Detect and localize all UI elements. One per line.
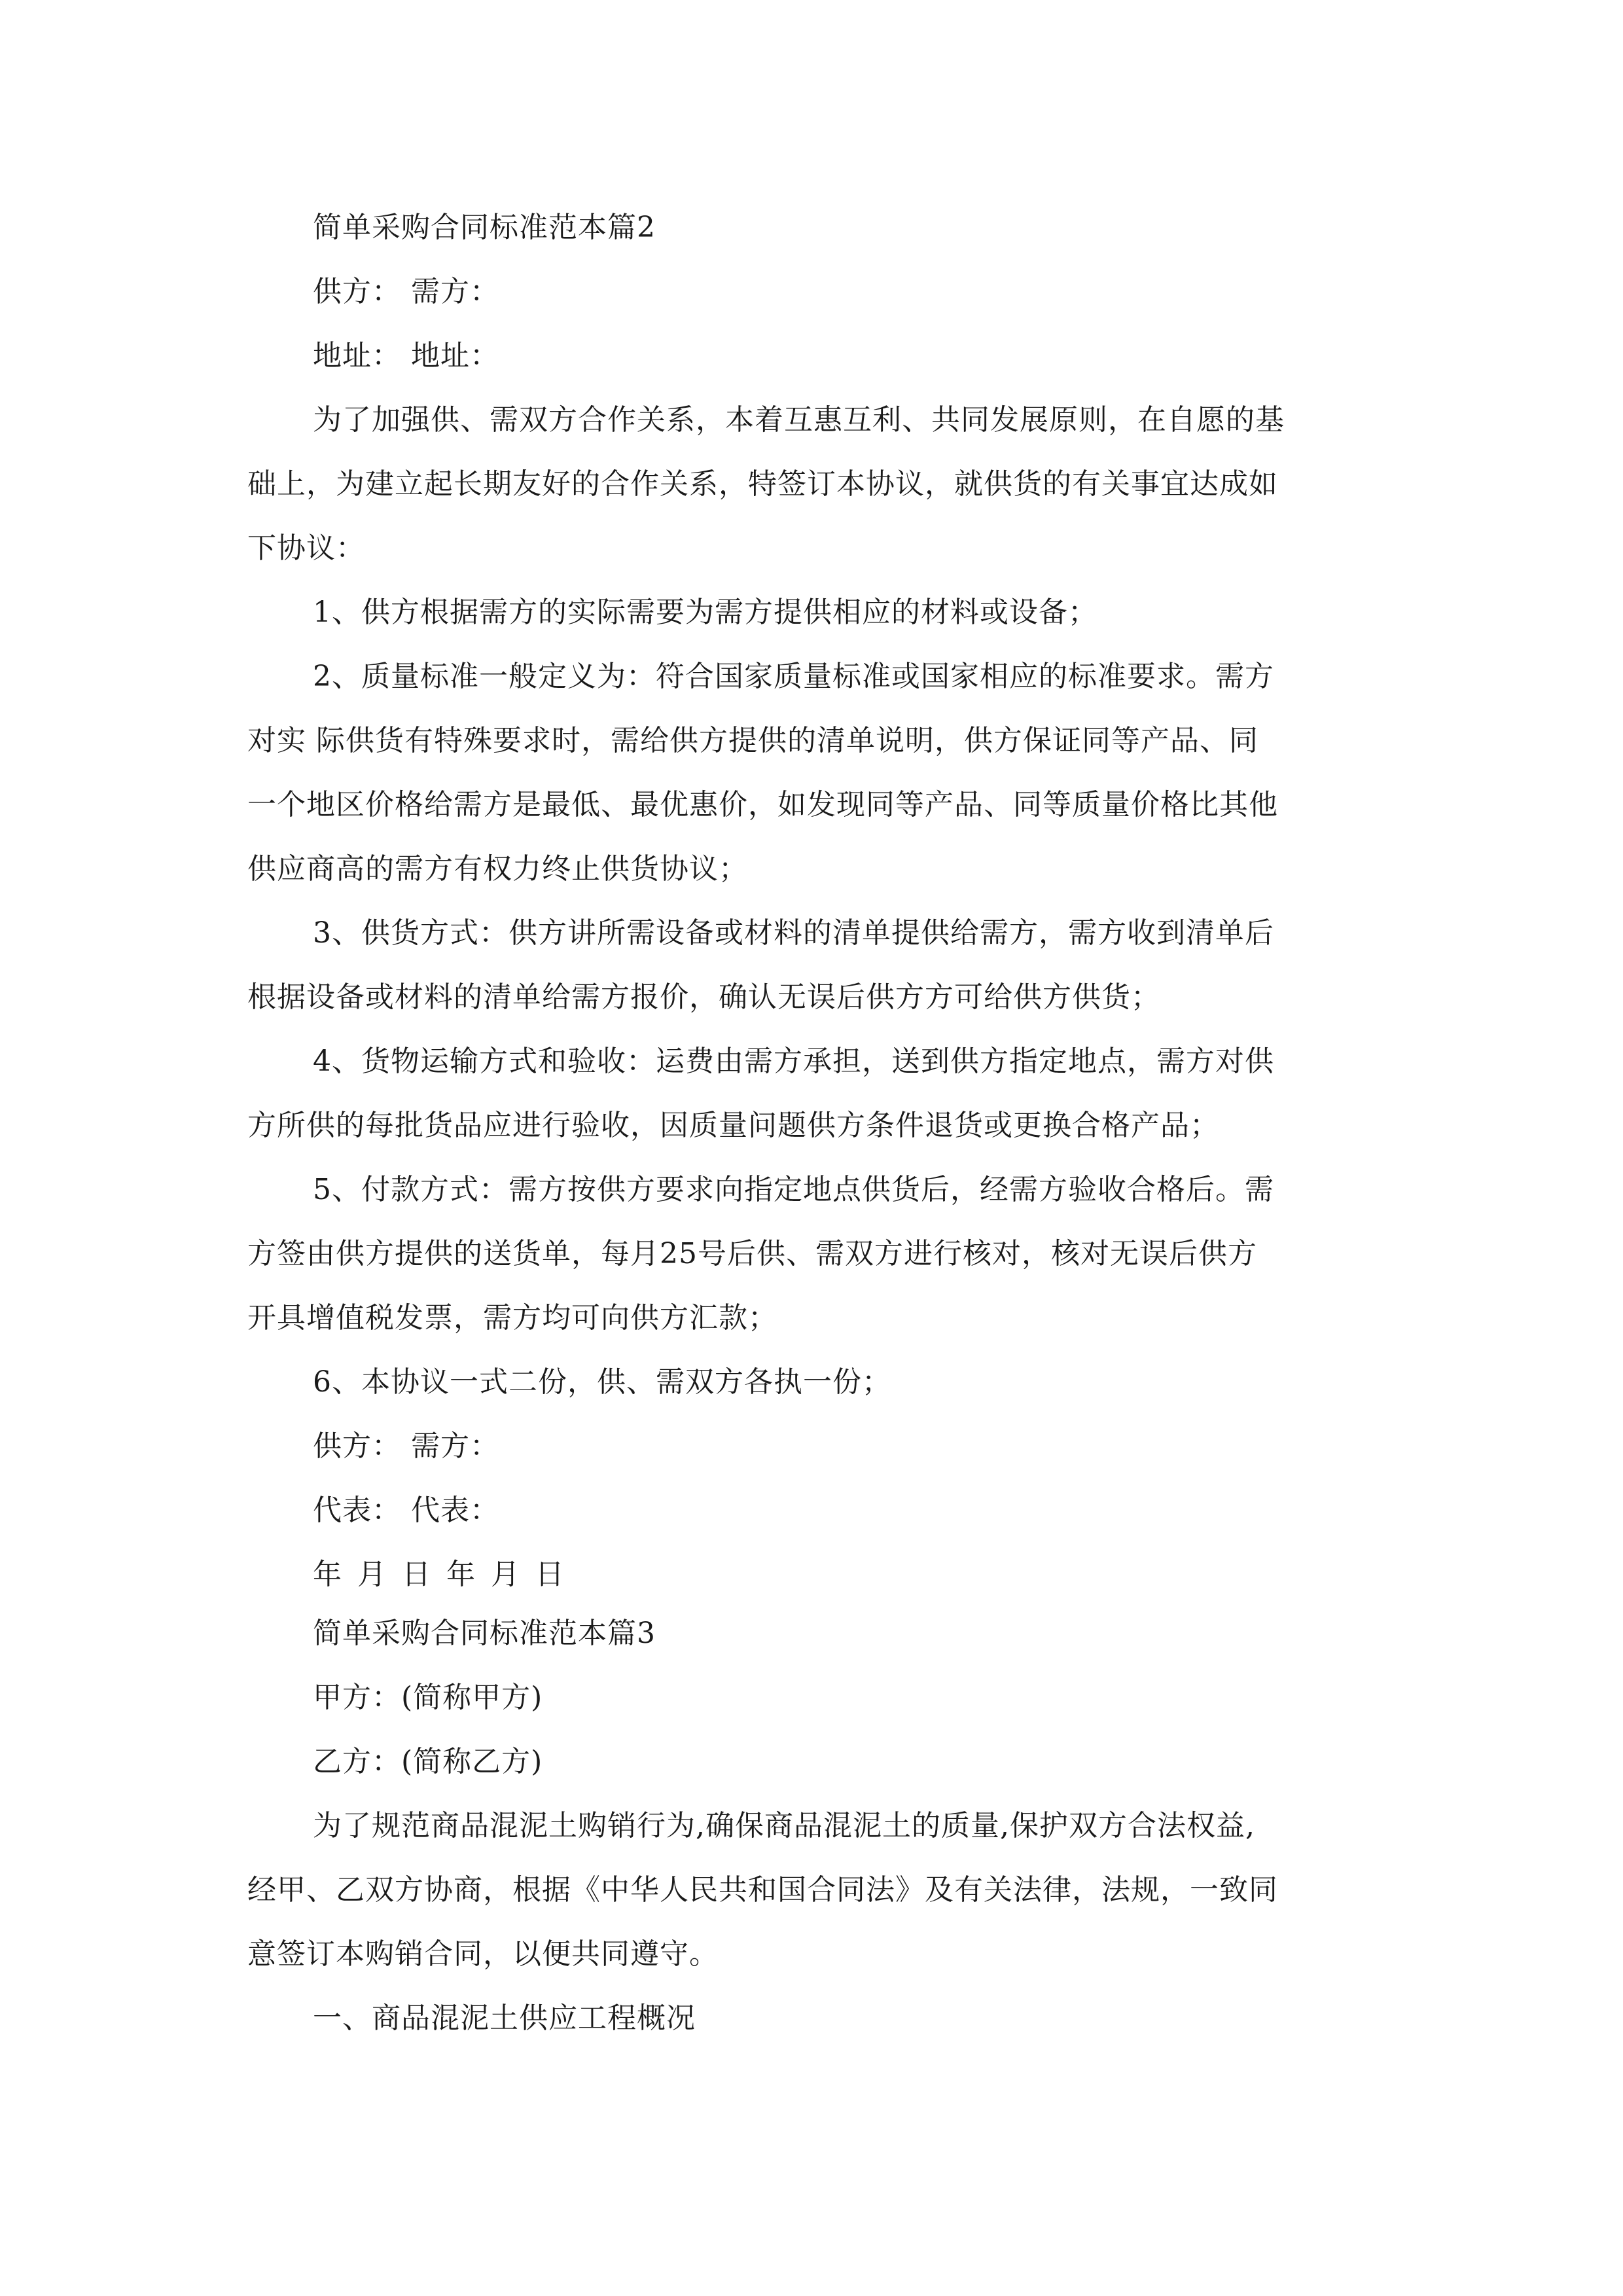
clause-3-line-1: 3、供货方式：供方讲所需设备或材料的清单提供给需方，需方收到清单后 bbox=[313, 916, 1274, 950]
section3-title: 简单采购合同标准范本篇3 bbox=[313, 1617, 656, 1650]
representatives-line: 代表： 代表： bbox=[313, 1494, 499, 1527]
address-line: 地址： 地址： bbox=[313, 339, 499, 372]
section3-intro-line-1: 为了规范商品混泥土购销行为,确保商品混泥土的质量,保护双方合法权益, bbox=[313, 1809, 1255, 1842]
intro-line-2: 础上，为建立起长期友好的合作关系，特签订本协议，就供货的有关事宜达成如 bbox=[247, 467, 1278, 501]
section3-intro-line-2: 经甲、乙双方协商，根据《中华人民共和国合同法》及有关法律，法规，一致同 bbox=[247, 1873, 1278, 1907]
clause-2-line-1: 2、质量标准一般定义为：符合国家质量标准或国家相应的标准要求。需方 bbox=[313, 660, 1274, 693]
clause-2-line-4: 供应商高的需方有权力终止供货协议； bbox=[247, 852, 748, 886]
clause-6-line-1: 6、本协议一式二份，供、需双方各执一份； bbox=[313, 1365, 891, 1399]
clause-1-line-1: 1、供方根据需方的实际需要为需方提供相应的材料或设备； bbox=[313, 596, 1097, 629]
clause-3-line-2: 根据设备或材料的清单给需方报价，确认无误后供方方可给供方供货； bbox=[247, 980, 1160, 1014]
clause-4-line-1: 4、货物运输方式和验收：运费由需方承担，送到供方指定地点，需方对供 bbox=[313, 1045, 1274, 1078]
intro-line-3: 下协议： bbox=[247, 531, 365, 565]
party-a-line: 甲方：(简称甲方) bbox=[313, 1681, 543, 1714]
clause-4-line-2: 方所供的每批货品应进行验收，因质量问题供方条件退货或更换合格产品； bbox=[247, 1109, 1219, 1142]
intro-line-1: 为了加强供、需双方合作关系，本着互惠互利、共同发展原则，在自愿的基 bbox=[313, 403, 1285, 437]
clause-2-line-3: 一个地区价格给需方是最低、最优惠价，如发现同等产品、同等质量价格比其他 bbox=[247, 788, 1278, 821]
sign-parties-line: 供方： 需方： bbox=[313, 1429, 499, 1463]
clause-5-line-2: 方签由供方提供的送货单，每月25号后供、需双方进行核对，核对无误后供方 bbox=[247, 1237, 1257, 1270]
section3-heading-1: 一、商品混泥土供应工程概况 bbox=[313, 2001, 696, 2035]
party-b-line: 乙方：(简称乙方) bbox=[313, 1745, 543, 1778]
section2-title: 简单采购合同标准范本篇2 bbox=[313, 211, 656, 244]
dates-line: 年 月 日 年 月 日 bbox=[313, 1558, 567, 1591]
supplier-demander-line: 供方： 需方： bbox=[313, 275, 499, 308]
clause-2-line-2: 对实 际供货有特殊要求时，需给供方提供的清单说明，供方保证同等产品、同 bbox=[247, 724, 1258, 757]
section3-intro-line-3: 意签订本购销合同，以便共同遵守。 bbox=[247, 1937, 719, 1971]
clause-5-line-3: 开具增值税发票，需方均可向供方汇款； bbox=[247, 1301, 777, 1335]
clause-5-line-1: 5、付款方式：需方按供方要求向指定地点供货后，经需方验收合格后。需 bbox=[313, 1173, 1274, 1206]
